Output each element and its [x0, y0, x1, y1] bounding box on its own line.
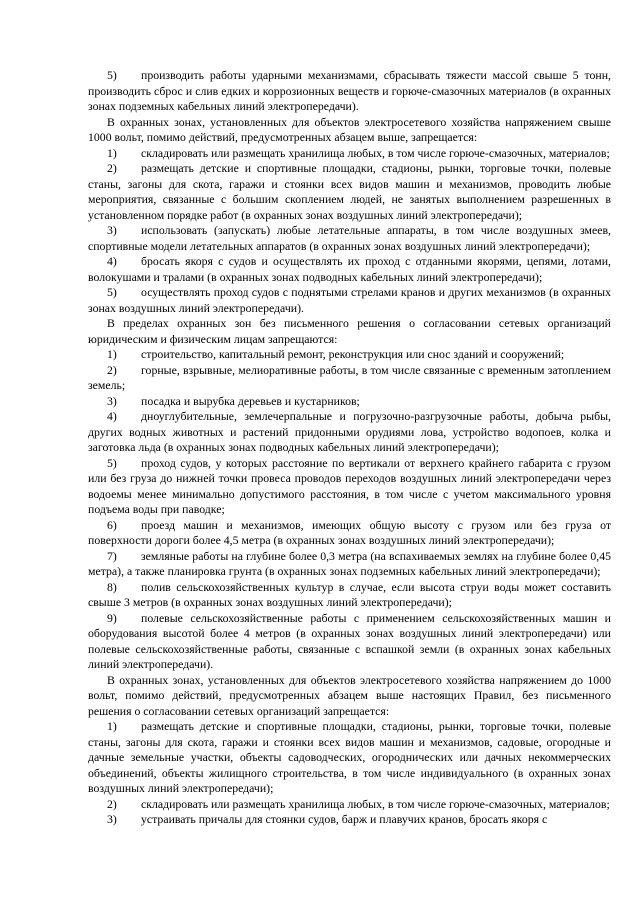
list-item [88, 518, 611, 549]
list-item-text: строительство, капитальный ремонт, реконструкция или снос зданий и сооружений; [141, 347, 565, 361]
list-item-number: 5) [107, 455, 117, 470]
list-item [88, 254, 611, 285]
list-item-text: бросать якоря с судов и осуществлять их проход с отданными якорями, цепями, лотами, волокушами и тралами (в охранных зонах подводных кабельных линий электропередачи); [88, 254, 611, 284]
list-item-number: 4) [107, 254, 117, 268]
list-item-text: складировать или размещать хранилища любых, в том числе горюче-смазочных, материалов; [141, 145, 610, 160]
list-item [88, 580, 611, 611]
list-item [88, 285, 611, 316]
list-item-text: полевые сельскохозяйственные работы с применением сельскохозяйственных машин и оборудования высотой более 4 метров (в охранных зонах воздушных линий электропередачи) или полевые сельскохозяйственные работы, связанные с вспашкой земли (в охранных зонах кабельных линий электропередачи). [88, 610, 611, 671]
list-item [88, 812, 611, 828]
paragraph: В охранных зонах, установленных для объектов электросетевого хозяйства напряжением до 1000 вольт, помимо действий, предусмотренных абзацем выше настоящих Правил, без письменного решения о согласовании сетевых организаций запрещается: [88, 672, 611, 718]
list-item-number: 3) [107, 812, 117, 826]
list-item [88, 409, 611, 456]
list-item-text: полив сельскохозяйственных культур в случае, если высота струи воды может составить свыше 3 метров (в охранных зонах воздушных линий электропередачи); [88, 579, 611, 609]
list-item [88, 223, 611, 254]
list-item-number: 5) [107, 68, 117, 82]
list-item [88, 363, 611, 394]
list-item-number: 4) [107, 409, 117, 423]
list-item-text: дноуглубительные, землечерпальные и погрузочно-разгрузочные работы, добыча рыбы, других водных животных и растений придонными орудиями лова, устройство водопоев, колка и заготовка льда (в охранных зонах подводных кабельных линий электропередачи); [88, 409, 611, 454]
list-item-text: размещать детские и спортивные площадки, стадионы, рынки, торговые точки, полевые станы, загоны для скота, гаражи и стоянки всех видов машин и механизмов, садовые, огородные и дачные земельные участки, объекты садоводческих, огороднических или дачных некоммерческих объединений, объекты жилищного строительства, в том числе индивидуального (в охранных зонах воздушных линий электропередачи); [88, 719, 611, 795]
list-item [88, 611, 611, 673]
list-item-number: 3) [107, 393, 117, 408]
list-item-number: 2) [107, 796, 117, 811]
list-item-number: 3) [107, 223, 117, 237]
list-item-number: 1) [107, 347, 117, 361]
paragraph: В охранных зонах, установленных для объектов электросетевого хозяйства напряжением свыше 1000 вольт, помимо действий, предусмотренных абзацем выше, запрещается: [88, 114, 611, 144]
list-item-text: проезд машин и механизмов, имеющих общую высоту с грузом или без груза от поверхности дороги более 4,5 метра (в охранных зонах воздушных линий электропередачи); [88, 517, 611, 547]
paragraph: В пределах охранных зон без письменного решения о согласовании сетевых организаций юридическим и физическим лицам запрещаются: [88, 316, 611, 346]
list-item-number: 2) [107, 161, 117, 175]
list-item [88, 456, 611, 518]
list-item-text: складировать или размещать хранилища любых, в том числе горюче-смазочных, материалов; [141, 796, 610, 811]
list-item [88, 394, 611, 410]
list-item-text: производить работы ударными механизмами, сбрасывать тяжести массой свыше 5 тонн, производить сброс и слив едких и коррозионных веществ и горюче-смазочных материалов (в охранных зонах подземных кабельных линий электропередачи). [88, 68, 611, 113]
list-item [88, 68, 611, 115]
list-item-text: осуществлять проход судов с поднятыми стрелами кранов и других механизмов (в охранных зонах воздушных линий электропередачи). [88, 285, 611, 315]
list-item-number: 9) [107, 610, 117, 625]
list-item-text: посадка и вырубка деревьев и кустарников; [141, 393, 360, 408]
list-item [88, 549, 611, 580]
list-item [88, 719, 611, 797]
list-item-number: 5) [107, 285, 117, 299]
list-item-text: использовать (запускать) любые летательные аппараты, в том числе воздушных змеев, спортивные модели летательных аппаратов (в охранных зонах воздушных линий электропередачи); [88, 223, 611, 253]
list-item-number: 6) [107, 517, 117, 532]
list-item-text: земляные работы на глубине более 0,3 метра (на вспахиваемых землях на глубине более 0,45 метра), а также планировка грунта (в охранных зонах подземных кабельных линий электропередачи); [88, 548, 611, 578]
list-item [88, 797, 611, 813]
list-item-number: 7) [107, 548, 117, 563]
list-item [88, 347, 611, 363]
list-item [88, 161, 611, 223]
list-item-number: 8) [107, 579, 117, 594]
list-item-text: горные, взрывные, мелиоративные работы, в том числе связанные с временным затоплением земель; [88, 362, 611, 392]
list-item [88, 146, 611, 162]
list-item-number: 1) [107, 719, 117, 733]
list-item-number: 1) [107, 145, 117, 160]
list-item-text: проход судов, у которых расстояние по вертикали от верхнего крайнего габарита с грузом или без груза до нижней точки провеса проводов переходов воздушных линий электропередачи через водоемы менее минимально допустимого расстояния, в том числе с учетом максимального уровня подъема воды при паводке; [88, 455, 611, 516]
list-item-text: размещать детские и спортивные площадки, стадионы, рынки, торговые точки, полевые станы, загоны для скота, гаражи и стоянки всех видов машин и механизмов, проводить любые мероприятия, связанные с большим скоплением людей, не занятых выполнением разрешенных в установленном порядке работ (в охранных зонах воздушных линий электропередачи); [88, 161, 611, 222]
list-item-number: 2) [107, 362, 117, 377]
list-item-text: устраивать причалы для стоянки судов, барж и плавучих кранов, бросать якоря с [141, 812, 548, 826]
